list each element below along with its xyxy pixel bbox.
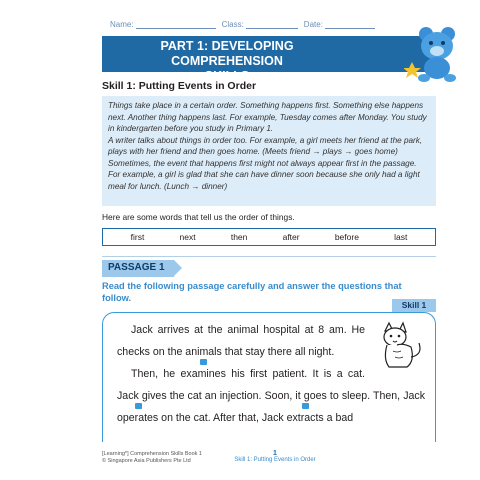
passage-text: on the cat. After that, Jack [158, 412, 287, 424]
order-word: last [394, 232, 408, 242]
passage-paragraph-1: Jack arrives at the animal hospital at 8 am. He checks on the animals that stay there all night. [117, 324, 365, 358]
part-title-banner [102, 36, 436, 83]
date-line[interactable] [325, 21, 375, 29]
footer-book-title: [Learning*] Comprehension Skills Book 1 [102, 451, 202, 457]
date-label: Date: [303, 20, 323, 29]
name-field[interactable] [110, 20, 216, 29]
vocab-word[interactable] [117, 412, 158, 424]
vocab-word-text: extracts [286, 412, 324, 424]
workbook-page [70, 0, 427, 480]
class-label: Class: [221, 20, 244, 29]
passage-tab: PASSAGE 1 [102, 260, 174, 277]
passage-text: Then, he [131, 368, 181, 380]
passage-text: his first patient. It is a cat. Jack gives the cat an injection. Soon, it goes to sleep. Then, Jack [117, 368, 425, 402]
intro-paragraph-1: Things take place in a certain order. Something happens first. Something else happens next. Another thing happens last. For example, Tuesday comes after Monday. You study in kindergarten before you study in Primary 1. [108, 101, 427, 133]
order-word: first [130, 232, 145, 242]
part-title-line2: SKILLS [204, 69, 250, 83]
vocab-word-text: operates [117, 412, 159, 424]
order-words-box [102, 228, 436, 246]
vocab-marker-icon [302, 403, 309, 409]
order-word: before [334, 232, 359, 242]
name-label: Name: [110, 20, 134, 29]
footer-copyright: © Singapore Asia Publishers Pte Ltd [102, 458, 191, 464]
skill-heading: Skill 1: Putting Events in Order [102, 80, 257, 92]
class-field[interactable] [222, 20, 298, 29]
date-field[interactable] [304, 20, 375, 29]
order-word: then [230, 232, 248, 242]
footer-publisher [102, 451, 202, 465]
name-line[interactable] [136, 21, 216, 29]
vocab-marker-icon [200, 359, 207, 365]
order-words-lead: Here are some words that tell us the order of things. [102, 212, 295, 222]
order-word: next [179, 232, 196, 242]
intro-explanation-box [102, 96, 436, 206]
skill-tag: Skill 1 [392, 299, 436, 312]
passage-instruction: Read the following passage carefully and answer the questions that follow. [102, 281, 402, 303]
part-title-line1: PART 1: DEVELOPING COMPREHENSION [160, 39, 294, 68]
order-word: after [282, 232, 300, 242]
page-number: 1 [273, 450, 277, 457]
footer-page-info [220, 450, 330, 463]
class-line[interactable] [246, 21, 298, 29]
vocab-word-text: examines [180, 368, 226, 380]
student-info-fields [110, 20, 410, 29]
intro-paragraph-2: A writer talks about things in order too. For example, a girl meets her friend at the park, plays with her friend and then goes home. (Meets friend → plays → goes home) Sometimes, the event that happens first might not always appear first in the passage. For example, a girl is glad that she can have dinner soon because she only had a light meal for lunch. (Lunch → dinner) [108, 135, 423, 191]
passage-text-box [102, 312, 436, 442]
bear-mascot-icon [404, 22, 464, 84]
vocab-word[interactable] [181, 368, 226, 380]
passage-text: a bad [323, 412, 354, 424]
cat-illustration-icon [373, 321, 425, 373]
vocab-marker-icon [135, 403, 142, 409]
section-divider [102, 256, 436, 257]
footer-section-label: Skill 1: Putting Events in Order [234, 457, 316, 463]
vocab-word[interactable] [287, 412, 324, 424]
